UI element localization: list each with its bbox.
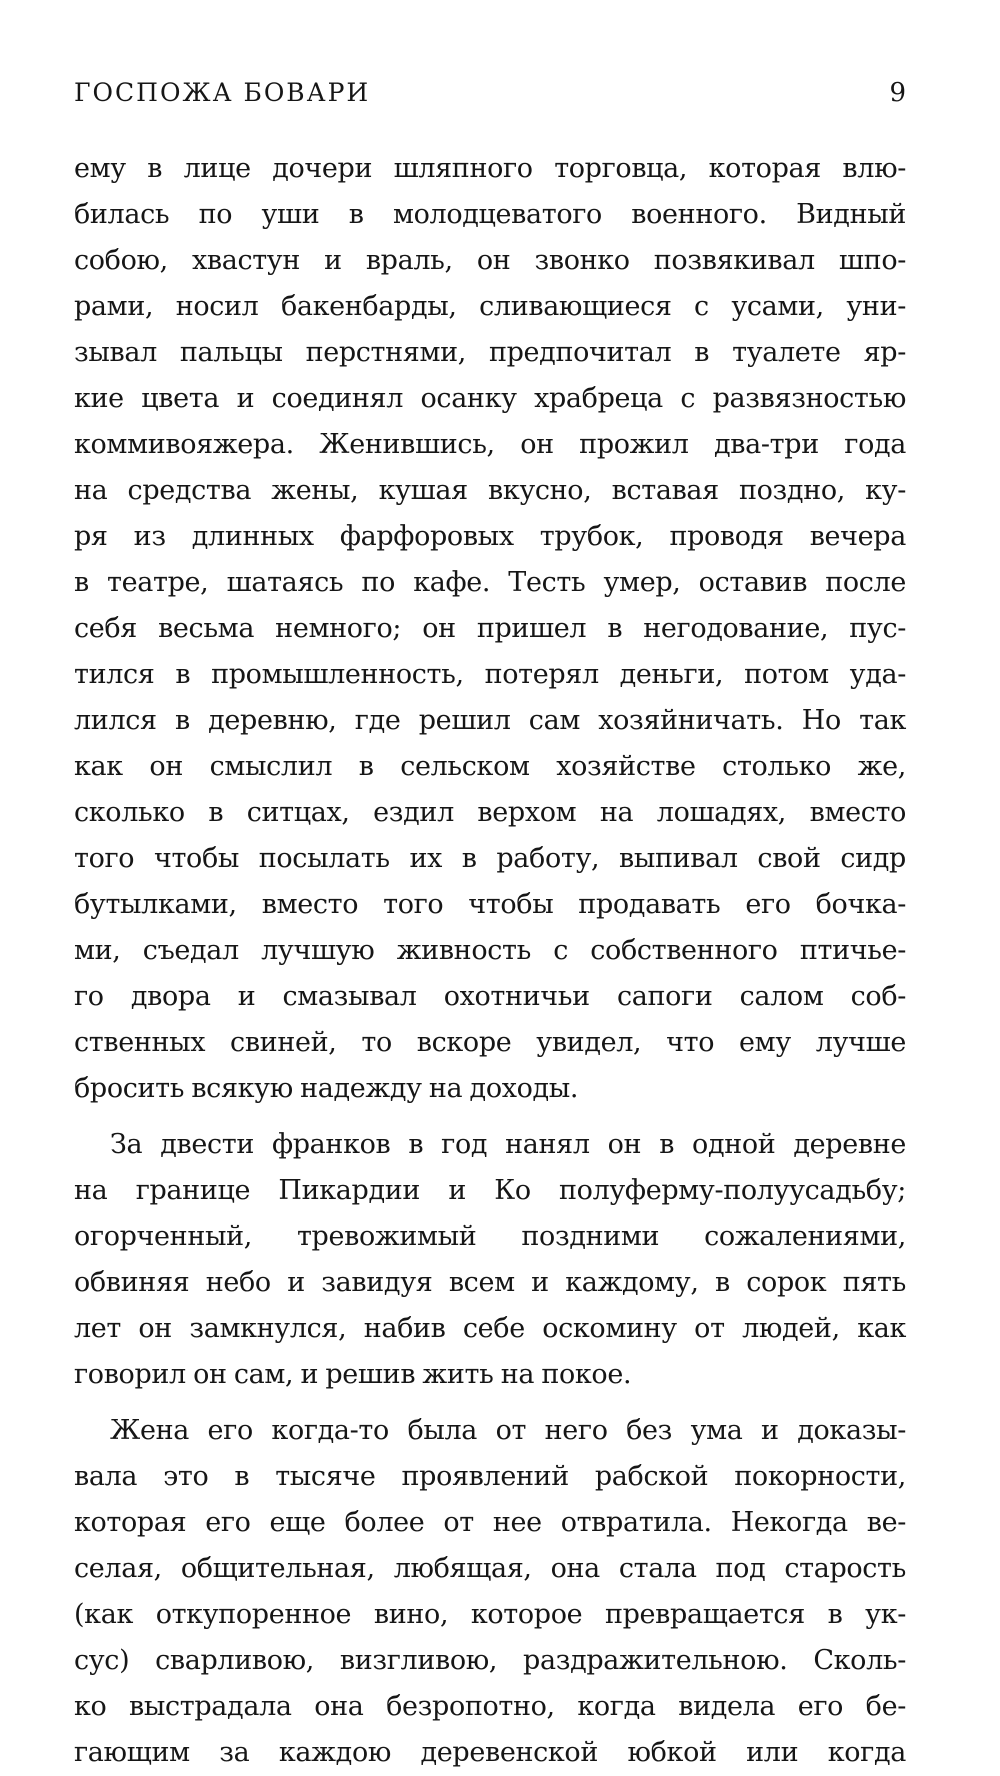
text-line: Жена его когда-то была от него без ума и доказы- [110, 1415, 906, 1446]
text-line: которая его еще более от нее отвратила. Некогда ве- [74, 1507, 906, 1538]
text-line: рами, носил бакенбарды, сливающиеся с усами, уни- [74, 291, 906, 322]
text-line: ко выстрадала она безропотно, когда видела его бе- [74, 1691, 906, 1722]
text-line: тился в промышленность, потерял деньги, потом уда- [74, 659, 906, 690]
text-line: ря из длинных фарфоровых трубок, проводя вечера [74, 521, 906, 552]
text-line: как он смыслил в сельском хозяйстве столько же, [74, 751, 906, 782]
text-line: ему в лице дочери шляпного торговца, которая влю- [74, 153, 906, 184]
body-text [74, 146, 906, 1776]
text-line: сколько в ситцах, ездил верхом на лошадях, вместо [74, 797, 906, 828]
text-line: селая, общительная, любящая, она стала под старость [74, 1553, 906, 1584]
text-line: За двести франков в год нанял он в одной деревне [110, 1129, 906, 1160]
paragraph [74, 1408, 906, 1776]
paragraph [74, 1122, 906, 1398]
text-line: коммивояжера. Женившись, он прожил два-три года [74, 429, 906, 460]
text-line: обвиняя небо и завидуя всем и каждому, в сорок пять [74, 1267, 906, 1298]
running-title: ГОСПОЖА БОВАРИ [74, 78, 371, 107]
text-line: гающим за каждою деревенской юбкой или когда [74, 1737, 906, 1768]
text-line: бутылками, вместо того чтобы продавать его бочка- [74, 889, 906, 920]
running-head [74, 78, 906, 118]
text-line: сус) сварливою, визгливою, раздражительною. Сколь- [74, 1645, 906, 1676]
text-line: бросить всякую надежду на доходы. [74, 1073, 579, 1104]
text-line: в театре, шатаясь по кафе. Тесть умер, оставив после [74, 567, 906, 598]
text-line: себя весьма немного; он пришел в негодование, пус- [74, 613, 906, 644]
text-line: вала это в тысяче проявлений рабской покорности, [74, 1461, 906, 1492]
text-line: (как откупоренное вино, которое превращается в ук- [74, 1599, 906, 1630]
text-line: говорил он сам, и решив жить на покое. [74, 1359, 632, 1390]
text-line: кие цвета и соединял осанку храбреца с развязностью [74, 383, 906, 414]
text-line: ми, съедал лучшую живность с собственного птичье- [74, 935, 906, 966]
text-line: ственных свиней, то вскоре увидел, что ему лучше [74, 1027, 906, 1058]
paragraph [74, 146, 906, 1112]
text-line: огорченный, тревожимый поздними сожалениями, [74, 1221, 906, 1252]
text-line: лет он замкнулся, набив себе оскомину от людей, как [74, 1313, 906, 1344]
text-line: на границе Пикардии и Ко полуферму-полуусадьбу; [74, 1175, 906, 1206]
text-line: лился в деревню, где решил сам хозяйничать. Но так [74, 705, 906, 736]
text-line: зывал пальцы перстнями, предпочитал в туалете яр- [74, 337, 906, 368]
page-number: 9 [889, 78, 906, 108]
text-line: того чтобы посылать их в работу, выпивал свой сидр [74, 843, 906, 874]
text-line: на средства жены, кушая вкусно, вставая поздно, ку- [74, 475, 906, 506]
text-line: собою, хвастун и враль, он звонко позвякивал шпо- [74, 245, 906, 276]
text-line: билась по уши в молодцеватого военного. Видный [74, 199, 906, 230]
text-line: го двора и смазывал охотничьи сапоги салом соб- [74, 981, 906, 1012]
